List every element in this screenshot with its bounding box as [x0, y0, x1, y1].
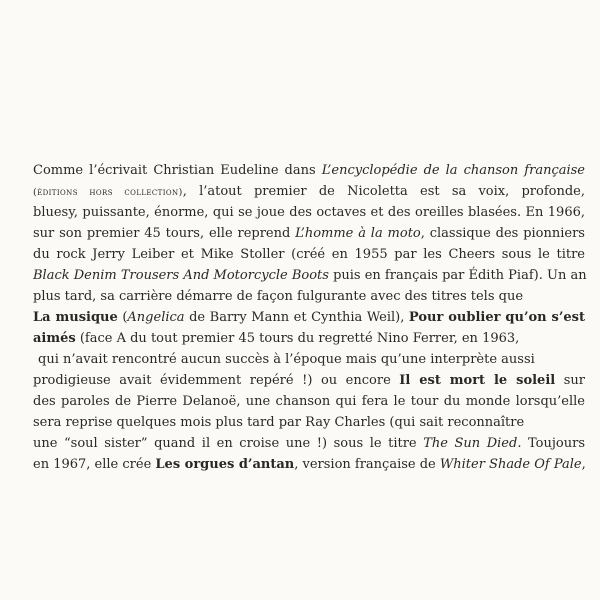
- text-run: en 1967, elle crée: [33, 457, 156, 472]
- text-run: . Toujours: [517, 436, 585, 451]
- work-title: Angelica: [127, 310, 185, 325]
- text-line: [33, 181, 585, 202]
- text-run: sera reprise quelques mois plus tard par Ray Charles (qui sait reconnaître: [33, 415, 525, 430]
- work-title: Whiter Shade Of Pale: [439, 457, 582, 472]
- song-title: aimés: [33, 331, 76, 346]
- text-run: puis en français par Édith Piaf). Un an: [328, 268, 587, 283]
- text-run: (face A du tout premier 45 tours du regretté Nino Ferrer, en 1963,: [75, 331, 520, 346]
- text-line: [33, 244, 585, 265]
- text-run: sur son premier 45 tours, elle reprend: [33, 226, 296, 241]
- publisher-note: (éditions hors collection): [33, 187, 183, 198]
- text-run: , classique des pionniers: [420, 226, 585, 241]
- text-run: bluesy, puissante, énorme, qui se joue des octaves et des oreilles blasées. En 1966,: [33, 205, 585, 220]
- text-line: [33, 160, 585, 181]
- work-title: L’encyclopédie de la chanson française: [321, 163, 585, 178]
- text-line: [33, 370, 585, 391]
- work-title: L’homme à la moto: [295, 226, 421, 241]
- text-line: [33, 328, 585, 349]
- text-run: une “soul sister” quand il en croise une !) sous le titre: [33, 436, 424, 451]
- text-line: [33, 202, 585, 223]
- text-line: [33, 265, 585, 286]
- text-run: Comme l’écrivait Christian Eudeline dans: [33, 163, 322, 178]
- text-run: , l’atout premier de Nicoletta est sa voix, profonde,: [182, 184, 586, 199]
- text-line: [33, 391, 585, 412]
- text-line: [33, 286, 585, 307]
- song-title: Il est mort le soleil: [399, 373, 556, 388]
- body-paragraph: [33, 160, 585, 475]
- text-line: [33, 412, 585, 433]
- text-line: [33, 307, 585, 328]
- song-title: Pour oublier qu’on s’est: [408, 310, 585, 325]
- text-run: de Barry Mann et Cynthia Weil),: [184, 310, 409, 325]
- text-run: (: [117, 310, 128, 325]
- song-title: La musique: [33, 310, 118, 325]
- text-run: qui n’avait rencontré aucun succès à l’époque mais qu’une interprète aussi: [38, 352, 535, 367]
- text-line: [33, 433, 585, 454]
- text-line: [33, 223, 585, 244]
- text-run: prodigieuse avait évidemment repéré !) ou encore: [33, 373, 400, 388]
- work-title: The Sun Died: [423, 436, 518, 451]
- text-run: des paroles de Pierre Delanoë, une chanson qui fera le tour du monde lorsqu’elle: [33, 394, 585, 409]
- work-title: Black Denim Trousers And Motorcycle Boots: [33, 268, 329, 283]
- song-title: Les orgues d’antan: [155, 457, 295, 472]
- text-run: plus tard, sa carrière démarre de façon fulgurante avec des titres tels que: [33, 289, 524, 304]
- text-line: [33, 349, 585, 370]
- text-run: ,: [581, 457, 586, 472]
- text-run: du rock Jerry Leiber et Mike Stoller (créé en 1955 par les Cheers sous le titre: [33, 247, 585, 262]
- text-line: [33, 454, 585, 475]
- text-run: , version française de: [294, 457, 440, 472]
- text-run: sur: [555, 373, 585, 388]
